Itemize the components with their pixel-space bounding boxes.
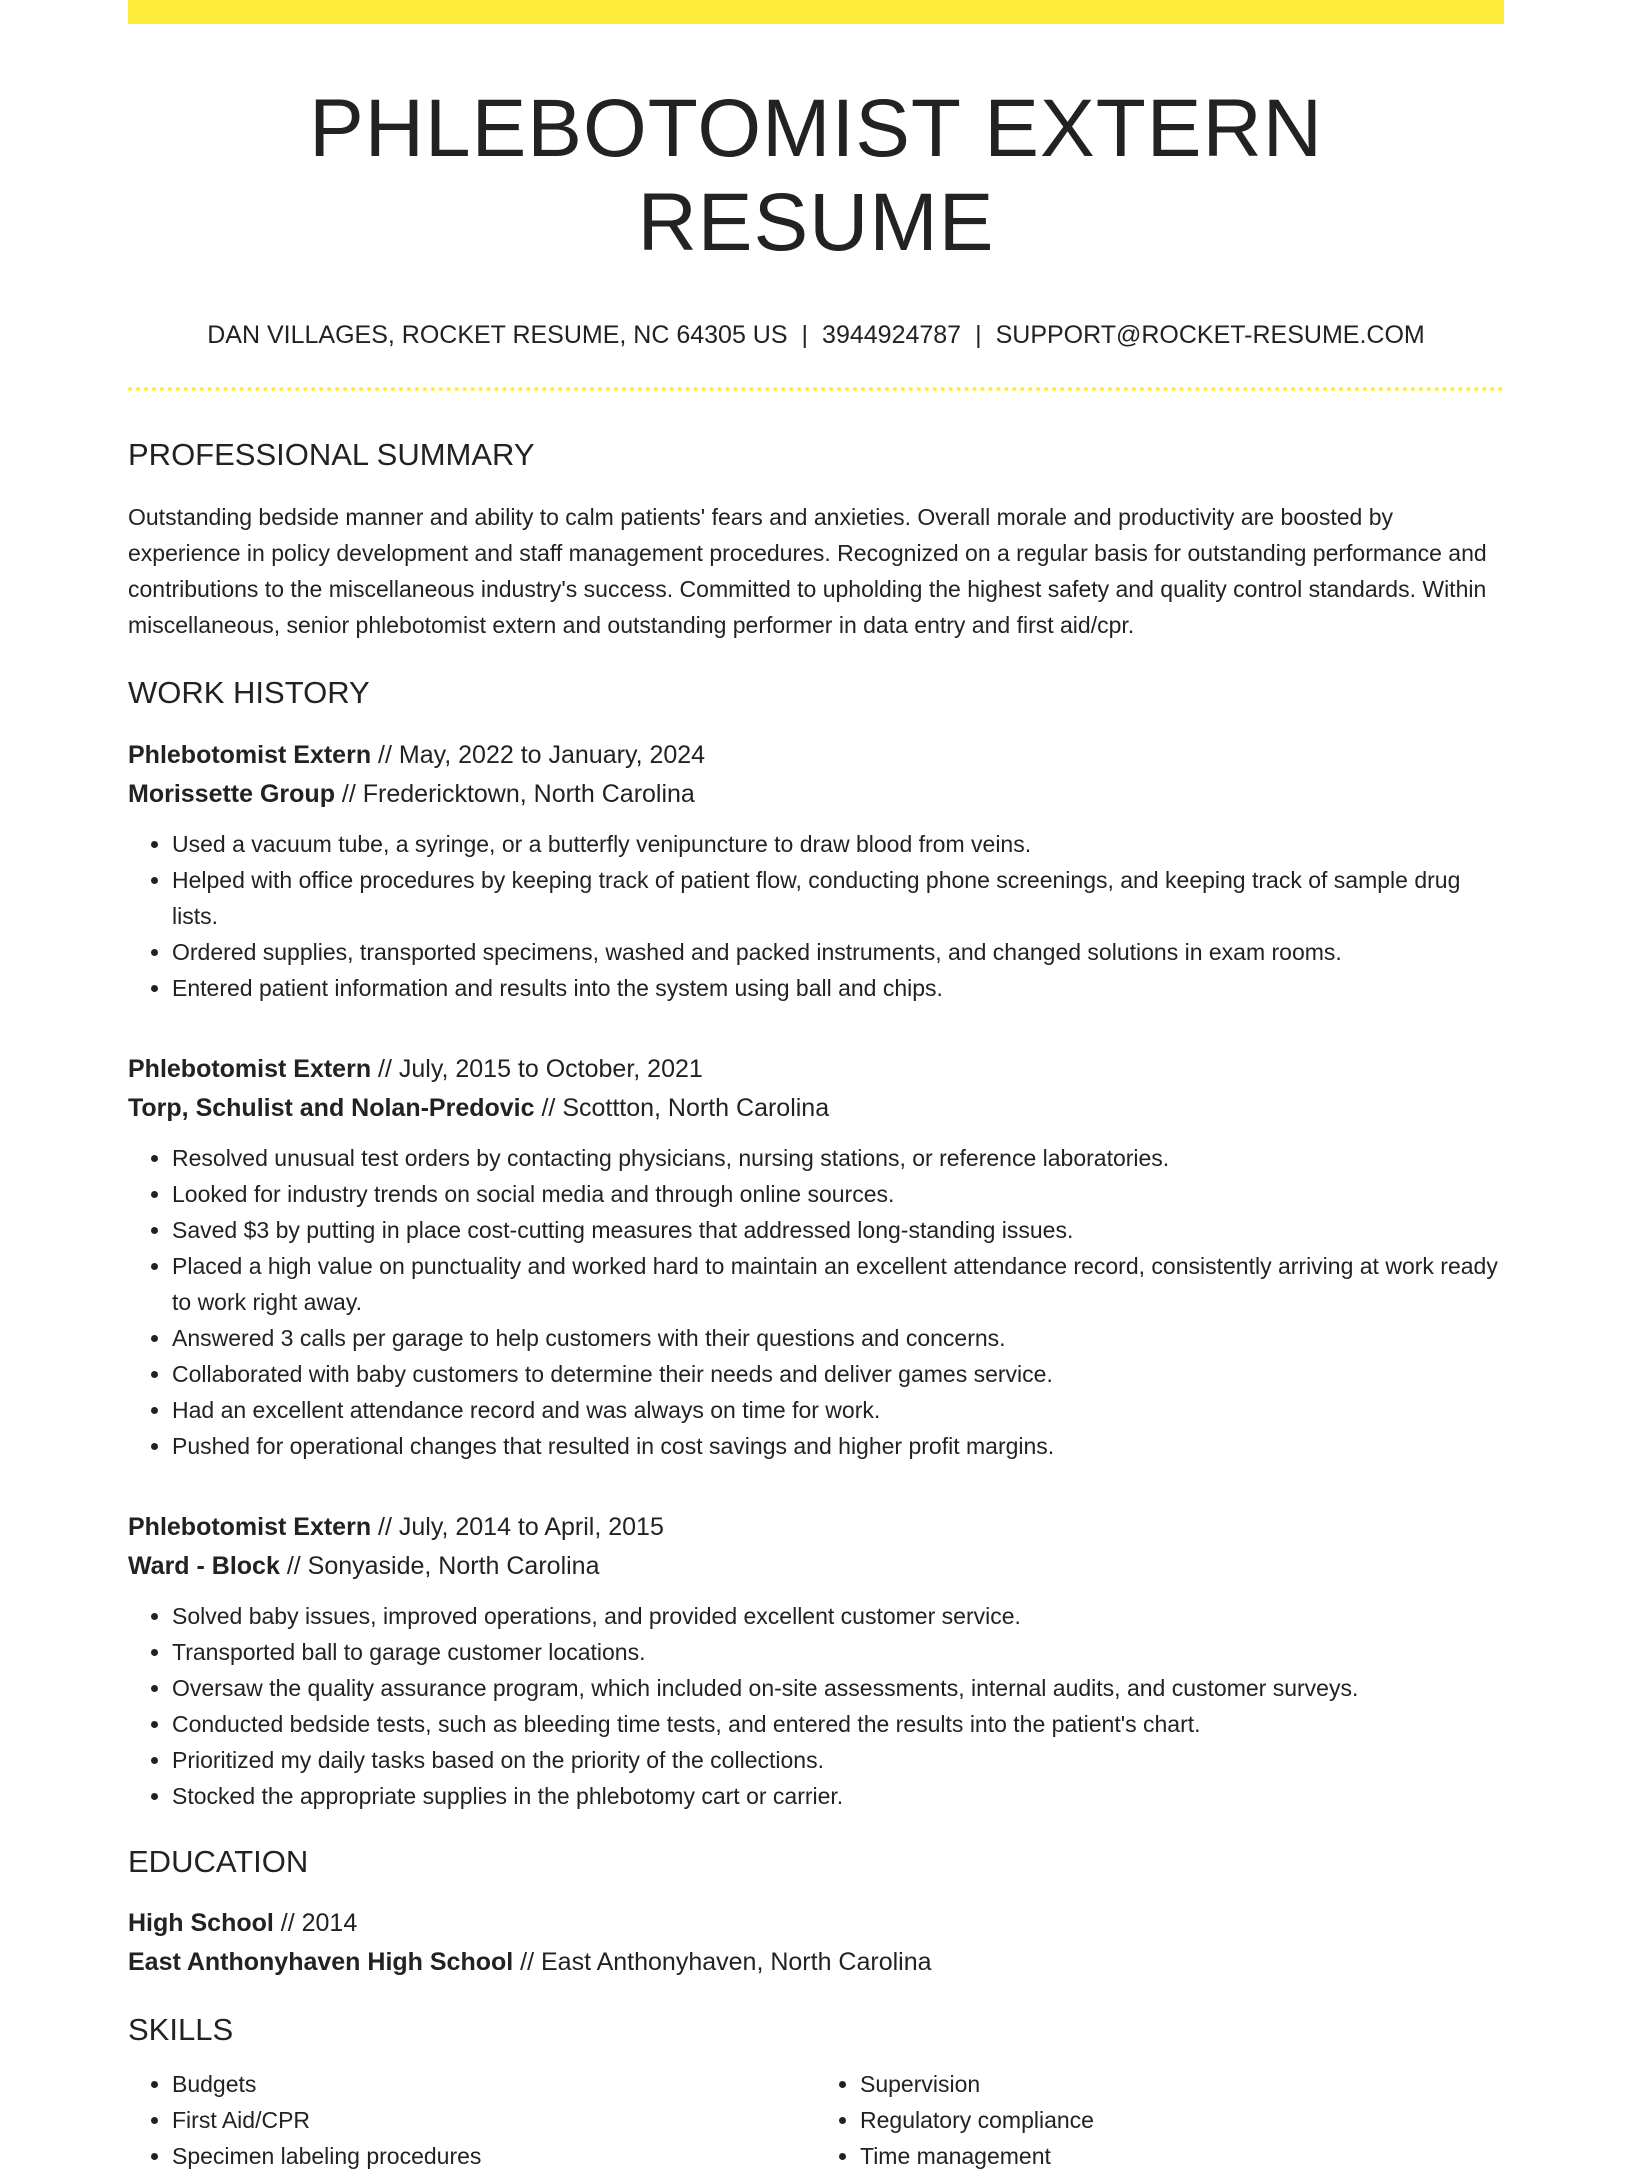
- education-heading: EDUCATION: [128, 1843, 309, 1879]
- contact-separator: |: [975, 320, 982, 349]
- job-company-line: [128, 775, 1504, 814]
- job-bullet: • Stocked the appropriate supplies in the phlebotomy cart or carrier.: [172, 1778, 1504, 1814]
- skill-item: • First Aid/CPR: [172, 2102, 816, 2138]
- work-history-heading: WORK HISTORY: [128, 675, 370, 711]
- job-bullet: • Oversaw the quality assurance program, which included on-site assessments, internal audits, and customer surveys.: [172, 1670, 1504, 1706]
- job-company: Morissette Group: [128, 779, 335, 808]
- skills-heading: SKILLS: [128, 2011, 234, 2047]
- skills-grid: [128, 2066, 1504, 2174]
- job-entry: [128, 736, 1504, 1006]
- job-bullet: • Helped with office procedures by keeping track of patient flow, conducting phone screenings, and keeping track of sample drug lists.: [172, 862, 1504, 934]
- job-title-line: [128, 1050, 1504, 1089]
- education-degree: High School: [128, 1908, 274, 1937]
- job-bullet: • Transported ball to garage customer locations.: [172, 1634, 1504, 1670]
- job-bullet: • Ordered supplies, transported specimens, washed and packed instruments, and changed solutions in exam rooms.: [172, 934, 1504, 970]
- skills-column-left: [128, 2066, 816, 2174]
- education-degree-line: [128, 1904, 1504, 1943]
- job-bullet: • Prioritized my daily tasks based on the priority of the collections.: [172, 1742, 1504, 1778]
- job-bullet: • Had an excellent attendance record and was always on time for work.: [172, 1392, 1504, 1428]
- job-bullets: [128, 1598, 1504, 1814]
- job-bullet: • Solved baby issues, improved operations, and provided excellent customer service.: [172, 1598, 1504, 1634]
- skill-item: • Regulatory compliance: [860, 2102, 1504, 2138]
- resume-content: [128, 24, 1504, 2174]
- education-entry: [128, 1904, 1504, 1982]
- dotted-divider: [128, 387, 1504, 391]
- job-bullet: • Entered patient information and results into the system using ball and chips.: [172, 970, 1504, 1006]
- job-bullet: • Used a vacuum tube, a syringe, or a butterfly venipuncture to draw blood from veins.: [172, 826, 1504, 862]
- job-bullet: • Pushed for operational changes that resulted in cost savings and higher profit margins.: [172, 1428, 1504, 1464]
- job-bullets: [128, 826, 1504, 1006]
- top-accent-bar: [128, 0, 1504, 24]
- job-title: Phlebotomist Extern: [128, 740, 372, 769]
- job-location: // Sonyaside, North Carolina: [279, 1551, 600, 1580]
- job-title: Phlebotomist Extern: [128, 1512, 372, 1541]
- job-bullet: • Looked for industry trends on social media and through online sources.: [172, 1176, 1504, 1212]
- job-dates: // May, 2022 to January, 2024: [371, 740, 706, 769]
- contact-separator: |: [801, 320, 809, 349]
- education-school-line: [128, 1943, 1504, 1982]
- job-location: // Scottton, North Carolina: [534, 1093, 830, 1122]
- job-bullet: • Answered 3 calls per garage to help customers with their questions and concerns.: [172, 1320, 1504, 1356]
- job-entry: [128, 1508, 1504, 1814]
- job-bullet: • Collaborated with baby customers to determine their needs and deliver games service.: [172, 1356, 1504, 1392]
- job-company: Torp, Schulist and Nolan-Predovic: [128, 1093, 535, 1122]
- job-entry: [128, 1050, 1504, 1464]
- job-title-line: [128, 736, 1504, 775]
- skill-item: • Specimen labeling procedures: [172, 2138, 816, 2174]
- resume-title: PHLEBOTOMIST EXTERN RESUME: [309, 83, 1323, 269]
- job-bullet: • Placed a high value on punctuality and worked hard to maintain an excellent attendance record, consistently arriving at work ready to work right away.: [172, 1248, 1504, 1320]
- contact-email: SUPPORT@ROCKET-RESUME.COM: [995, 320, 1425, 349]
- summary-heading: PROFESSIONAL SUMMARY: [128, 437, 535, 473]
- job-bullet: • Resolved unusual test orders by contacting physicians, nursing stations, or reference laboratories.: [172, 1140, 1504, 1176]
- skills-column-right: [816, 2066, 1504, 2174]
- job-company-line: [128, 1547, 1504, 1586]
- contact-line: [128, 319, 1504, 352]
- job-bullet: • Saved $3 by putting in place cost-cutting measures that addressed long-standing issues.: [172, 1212, 1504, 1248]
- job-bullets: [128, 1140, 1504, 1464]
- job-company-line: [128, 1089, 1504, 1128]
- job-location: // Fredericktown, North Carolina: [334, 779, 695, 808]
- education-school: East Anthonyhaven High School: [128, 1947, 514, 1976]
- skill-item: • Budgets: [172, 2066, 816, 2102]
- job-bullet: • Conducted bedside tests, such as bleeding time tests, and entered the results into the patient's chart.: [172, 1706, 1504, 1742]
- summary-text: Outstanding bedside manner and ability to calm patients' fears and anxieties. Overall morale and productivity are boosted by experience in policy development and staff management procedures. Recognized on a regular basis for outstanding performance and contributions to the miscellaneous industry's success. Committed to upholding the highest safety and quality control standards. Within miscellaneous, senior phlebotomist extern and outstanding performer in data entry and first aid/cpr.: [128, 504, 1487, 639]
- job-dates: // July, 2015 to October, 2021: [371, 1054, 703, 1083]
- job-title: Phlebotomist Extern: [128, 1054, 372, 1083]
- job-dates: // July, 2014 to April, 2015: [371, 1512, 664, 1541]
- education-location: // East Anthonyhaven, North Carolina: [513, 1947, 932, 1976]
- skill-item: • Supervision: [860, 2066, 1504, 2102]
- job-company: Ward - Block: [128, 1551, 280, 1580]
- contact-address: DAN VILLAGES, ROCKET RESUME, NC 64305 US: [207, 320, 788, 349]
- job-title-line: [128, 1508, 1504, 1547]
- contact-phone: 3944924787: [822, 320, 962, 349]
- education-year: // 2014: [273, 1908, 358, 1937]
- skill-item: • Time management: [860, 2138, 1504, 2174]
